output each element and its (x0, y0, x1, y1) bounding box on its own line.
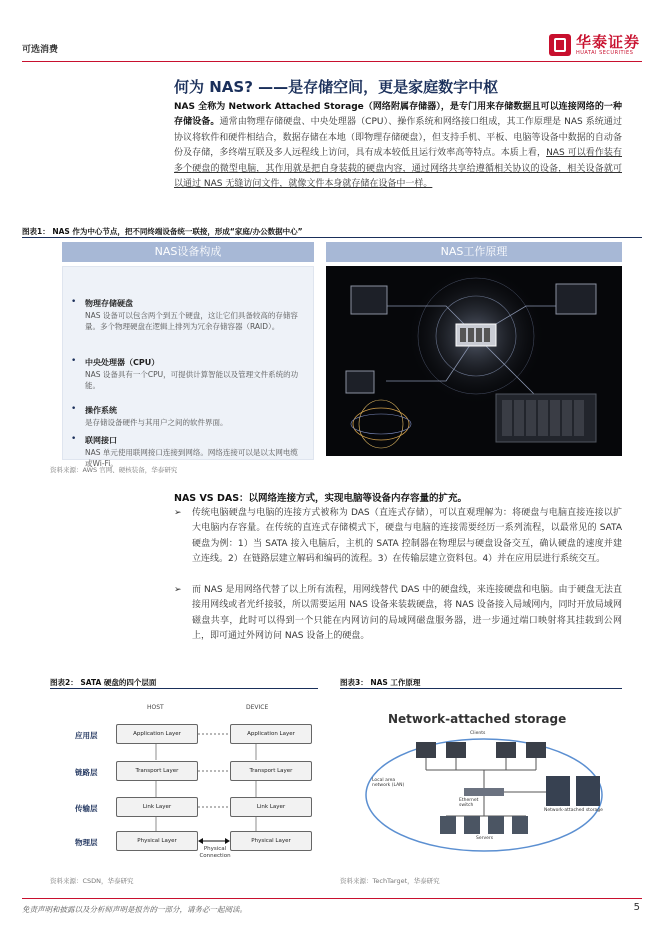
footer-disclaimer: 免责声明和披露以及分析师声明是报告的一部分，请务必一起阅读。 (22, 905, 247, 914)
fig1-rule (22, 237, 642, 238)
layer-cn-label: 物理层 (75, 838, 98, 847)
nas-das-bullet2: 而 NAS 是用网络代替了以上所有流程，用网线替代 DAS 中的硬盘线，来连接硬盘和电脑。由于硬盘无法直接用网线或者光纤接驳，所以需要运用 NAS 设备来装载硬盘，将 NAS 设备接入局域网内，同时开放局域网磁盘共享，此时可以得到一个只能在内网访问的局域网磁盘服务器，进一步通过端口映射将其挂载到公网上，即可通过外网访问 NAS 设备上的硬盘。 (192, 585, 622, 642)
nas-network-illustration (326, 266, 622, 456)
lan-label: Local area network (LAN) (372, 778, 405, 788)
layer-cn-label: 应用层 (75, 731, 98, 740)
item-title: 物理存储硬盘 (85, 299, 133, 308)
nas-label: Network-attached storage (544, 808, 603, 813)
bullet-dot: • (71, 434, 77, 444)
bullet-arrow-icon: ➢ (174, 508, 182, 518)
header-category: 可选消费 (22, 45, 59, 55)
item-text: 是存储设备硬件与其用户之间的软件界面。 (85, 418, 228, 427)
fig1-left-panel (62, 242, 314, 468)
fig1-right-header: NAS工作原理 (326, 242, 622, 262)
device-layer-box: Physical Layer (230, 831, 312, 851)
logo-cn: 华泰证券 (575, 32, 640, 51)
item-title: 操作系统 (85, 406, 117, 415)
device-layer-box: Application Layer (230, 724, 312, 744)
bullet-dot: • (71, 297, 77, 307)
fig1-source: 资料来源：AWS 官网、硬核装备，华泰研究 (50, 466, 178, 474)
physical-connection-label: Physical Connection (199, 846, 231, 859)
item-title: 中央处理器（CPU） (85, 358, 160, 367)
servers-label: Servers (476, 836, 494, 841)
device-layer-box: Link Layer (230, 797, 312, 817)
intro-rest: 通常由物理存储硬盘、中央处理器（CPU）、操作系统和网络接口组成，其工作原理是 NAS 系统通过协议将软件和硬件相结合，数据存储在本地（即物理存储硬盘），但支持手机、平板、电脑等设备中数据的自动备份及存储，多终端互联及多人远程线上访问，具有成本较低且运行效率高等特点。本质上看， (174, 117, 622, 159)
fig1-left-body (62, 266, 314, 468)
item-text: NAS 设备具有一个CPU，可提供计算智能以及管理文件系统的功能。 (85, 370, 299, 390)
footer-divider (22, 898, 642, 899)
fig2-title: 图表2： SATA 硬盘的四个层面 (50, 678, 157, 687)
nas-diagram-heading: Network-attached storage (388, 712, 567, 726)
nas-das-bullet1: 传统电脑硬盘与电脑的连接方式被称为 DAS（直连式存储），可以直观理解为：将硬盘与电脑直接连接以扩大电脑内存容量。在传统的直连式存储模式下，硬盘与电脑的连接需要经历一系列流程，以最常见的 SATA 硬盘为例：1）当 SATA 接入电脑后，主机的 SATA 控制器在物理层与硬盘设备交互，确认硬盘的速度并建立连线。2）在链路层建立解码和编码的流程。3）在传输层建立资料包。4）并在应用层进行系统交互。 (192, 508, 622, 565)
nas-das-heading: NAS VS DAS：以网络连接方式，实现电脑等设备内存容量的扩充。 (174, 493, 468, 504)
intro-bold: NAS 全称为 Network Attached Storage（网络附属存储器），是专门用来存储数据且可以连接网络的一种存储设备。 (174, 102, 622, 128)
item-title: 联网接口 (85, 436, 117, 445)
nas-working-image (326, 266, 622, 456)
section-title: 何为 NAS? ——是存储空间，更是家庭数字中枢 (174, 78, 499, 96)
sata-layers-diagram (50, 694, 318, 864)
fig3-title: 图表3： NAS 工作原理 (340, 678, 421, 687)
clients-label: Clients (470, 731, 486, 736)
huatai-logo (549, 34, 640, 56)
host-layer-box: Transport Layer (116, 761, 198, 781)
host-label: HOST (147, 704, 164, 711)
intro-underline: NAS 可以看作装有多个硬盘的微型电脑，其作用就是把自身装载的硬盘内容，通过网络共享给遵循相关协议的设备，相关设备就可以通过 NAS 无缝访问文件，就像文件本身就存储在设备中一样。 (174, 148, 622, 190)
logo-en: HUATAI SECURITIES (575, 49, 634, 56)
fig2-rule (50, 688, 318, 689)
fig3-rule (340, 688, 622, 689)
fig1-left-header: NAS设备构成 (62, 242, 314, 262)
bullet-arrow-icon: ➢ (174, 585, 182, 595)
item-text: NAS 设备可以包含两个到五个硬盘，这让它们具备较高的存储容量。多个物理硬盘在逻辑上排列为冗余存储容器（RAID）。 (85, 311, 298, 331)
layer-cn-label: 链路层 (75, 768, 98, 777)
fig3-source: 资料来源：TechTarget，华泰研究 (340, 877, 440, 885)
item-text: NAS 单元使用联网接口连接到网络。网络连接可以是以太网电缆或Wi-Fi。 (85, 448, 298, 468)
layer-cn-label: 传输层 (75, 804, 98, 813)
host-layer-box: Link Layer (116, 797, 198, 817)
nas-diagram (346, 700, 622, 868)
device-layer-box: Transport Layer (230, 761, 312, 781)
fig1-right-panel (326, 242, 622, 456)
bullet-dot: • (71, 356, 77, 366)
fig1-title: 图表1： NAS 作为中心节点，把不同终端设备统一联接，形成“家庭/办公数据中心” (22, 227, 303, 236)
device-label: DEVICE (246, 704, 269, 711)
page-number: 5 (633, 902, 640, 913)
host-layer-box: Physical Layer (116, 831, 198, 851)
switch-label: Ethernet switch (459, 798, 479, 808)
header-divider (22, 61, 642, 62)
host-layer-box: Application Layer (116, 724, 198, 744)
fig2-source: 资料来源：CSDN，华泰研究 (50, 877, 134, 885)
intro-paragraph (174, 100, 622, 192)
bullet-dot: • (71, 404, 77, 414)
huatai-logo-icon (549, 34, 571, 56)
